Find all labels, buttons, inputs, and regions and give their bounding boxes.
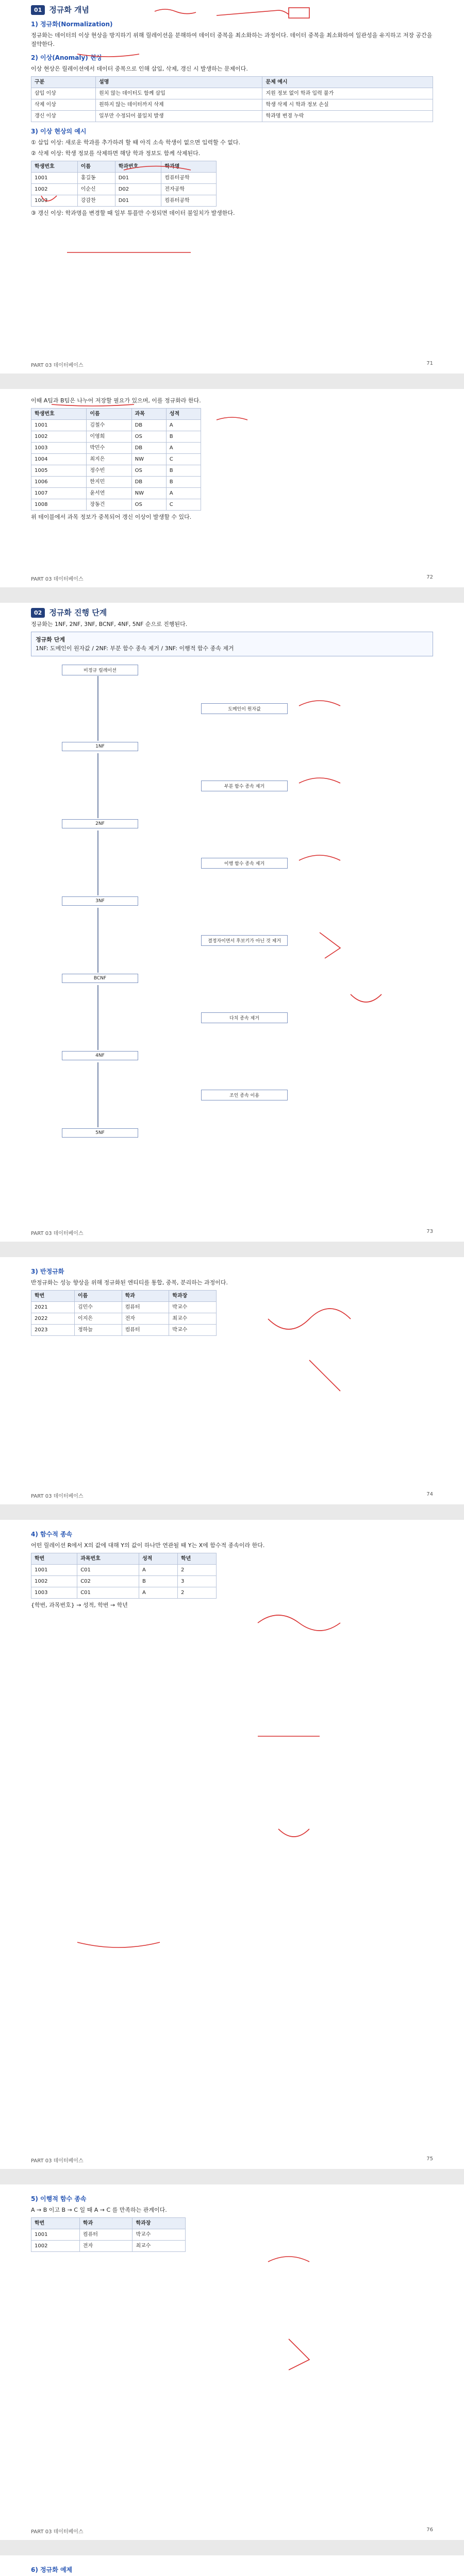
section-number: 01 xyxy=(31,5,45,15)
table-row xyxy=(31,499,201,511)
table-cell: 2022 xyxy=(31,1313,75,1325)
table-cell: 최교수 xyxy=(169,1313,217,1325)
table-cell: A xyxy=(166,420,201,431)
table-row xyxy=(31,2229,186,2241)
table-cell: B xyxy=(139,1576,178,1587)
table-header: 학년 xyxy=(177,1553,216,1565)
table-header: 학번 xyxy=(31,2218,80,2229)
table-cell: B xyxy=(166,477,201,488)
subheading: 1) 정규화(Normalization) xyxy=(31,21,113,28)
document-page-7 xyxy=(0,2555,464,2576)
table-cell: 1001 xyxy=(31,420,87,431)
anomaly-table xyxy=(31,76,433,122)
flow-note: 부분 함수 종속 제거 xyxy=(201,781,288,791)
table-cell: B xyxy=(166,465,201,477)
flow-step: BCNF xyxy=(62,974,138,983)
table-header: 학과 xyxy=(122,1291,169,1302)
paragraph: ③ 갱신 이상: 학과명을 변경할 때 일부 튜플만 수정되면 데이터 불일치가 발생한다. xyxy=(31,210,235,216)
subheading: 3) 이상 현상의 예시 xyxy=(31,128,87,135)
table-header: 이름 xyxy=(74,1291,122,1302)
transitive-dependency-table xyxy=(31,2217,186,2252)
table-cell: OS xyxy=(131,499,166,511)
table-header: 학과번호 xyxy=(115,161,161,173)
table-cell: A xyxy=(139,1565,178,1576)
table-row xyxy=(31,1302,217,1313)
table-cell: 1001 xyxy=(31,173,78,184)
table-cell: D01 xyxy=(115,195,161,207)
page-footer xyxy=(31,2527,433,2535)
grade-table xyxy=(31,408,201,511)
table-row xyxy=(31,173,217,184)
table-cell: 학생 삭제 시 학과 정보 손실 xyxy=(262,99,433,111)
table-cell: 전자 xyxy=(122,1313,169,1325)
table-header: 학번 xyxy=(31,1291,75,1302)
table-cell: 박교수 xyxy=(132,2229,186,2241)
document-page-6 xyxy=(0,2184,464,2540)
section-title: 정규화 진행 단계 xyxy=(49,608,107,617)
functional-dependency-table xyxy=(31,1553,217,1599)
paragraph: A → B 이고 B → C 일 때 A → C 를 만족하는 관계이다. xyxy=(31,2207,167,2213)
table-cell: 컴퓨터 xyxy=(122,1325,169,1336)
table-header: 성적 xyxy=(166,409,201,420)
flow-step: 비정규 릴레이션 xyxy=(62,665,138,675)
table-header: 학과장 xyxy=(132,2218,186,2229)
table-cell: 최지은 xyxy=(87,454,131,465)
table-cell: A xyxy=(139,1587,178,1599)
table-row xyxy=(31,1313,217,1325)
table-cell: 이영희 xyxy=(87,431,131,443)
table-cell: 삭제 이상 xyxy=(31,99,96,111)
page-number: 73 xyxy=(426,1229,433,1234)
table-cell: 윤서연 xyxy=(87,488,131,499)
table-cell: 2023 xyxy=(31,1325,75,1336)
box-text: 1NF: 도메인이 원자값 / 2NF: 부분 함수 종속 제거 / 3NF: 이행적 함수 종속 제거 xyxy=(36,645,234,652)
flow-step: 3NF xyxy=(62,896,138,906)
table-cell: A xyxy=(166,488,201,499)
page-footer xyxy=(31,1492,433,1499)
table-row xyxy=(31,184,217,195)
table-row xyxy=(31,454,201,465)
table-cell: C02 xyxy=(77,1576,139,1587)
paragraph: 정규화는 1NF, 2NF, 3NF, BCNF, 4NF, 5NF 순으로 진행된다. xyxy=(31,621,188,628)
table-cell: B xyxy=(166,431,201,443)
section-heading xyxy=(31,608,433,618)
paragraph: 어떤 릴레이션 R에서 X의 값에 대해 Y의 값이 하나만 연관될 때 Y는 X에 함수적 종속이라 한다. xyxy=(31,1542,265,1549)
table-row xyxy=(31,488,201,499)
paragraph: 위 테이블에서 과목 정보가 중복되어 갱신 이상이 발생할 수 있다. xyxy=(31,514,192,520)
page-footer xyxy=(31,1229,433,1236)
table-cell: 최교수 xyxy=(132,2241,186,2252)
table-cell: DB xyxy=(131,443,166,454)
footer-label: PART 03 데이터베이스 xyxy=(31,363,84,368)
flow-step: 5NF xyxy=(62,1128,138,1138)
table-row xyxy=(31,443,201,454)
footer-label: PART 03 데이터베이스 xyxy=(31,2529,84,2535)
table-cell: 컴퓨터공학 xyxy=(161,195,217,207)
table-cell: D01 xyxy=(115,173,161,184)
page-number: 74 xyxy=(426,1492,433,1497)
section-number: 02 xyxy=(31,608,45,618)
table-row xyxy=(31,1576,217,1587)
table-cell: 지원 정보 없이 학과 입력 불가 xyxy=(262,88,433,99)
footer-label: PART 03 데이터베이스 xyxy=(31,2158,84,2164)
page-footer xyxy=(31,574,433,582)
paragraph: 이상 현상은 릴레이션에서 데이터 중복으로 인해 삽입, 삭제, 갱신 시 발생하는 문제이다. xyxy=(31,65,248,72)
info-box xyxy=(31,632,433,656)
table-cell: 컴퓨터 xyxy=(79,2229,132,2241)
table-cell: 박교수 xyxy=(169,1302,217,1313)
table-cell: 2 xyxy=(177,1587,216,1599)
table-cell: DB xyxy=(131,477,166,488)
document-page-1 xyxy=(0,0,464,374)
table-cell: 한지민 xyxy=(87,477,131,488)
table-cell: 장동건 xyxy=(87,499,131,511)
table-cell: 전자공학 xyxy=(161,184,217,195)
table-cell: D02 xyxy=(115,184,161,195)
table-cell: 삽입 이상 xyxy=(31,88,96,99)
table-cell: C01 xyxy=(77,1565,139,1576)
table-cell: 1008 xyxy=(31,499,87,511)
table-cell: C xyxy=(166,454,201,465)
page-footer xyxy=(31,2156,433,2164)
table-cell: 1002 xyxy=(31,1576,77,1587)
flow-note: 이행 함수 종속 제거 xyxy=(201,858,288,869)
flow-note: 결정자이면서 후보키가 아닌 것 제거 xyxy=(201,935,288,946)
table-cell: 1002 xyxy=(31,431,87,443)
normalization-flow-diagram xyxy=(31,665,433,1221)
subheading: 5) 이행적 함수 종속 xyxy=(31,2195,87,2202)
flow-note: 다치 종속 제거 xyxy=(201,1012,288,1023)
table-cell: 이지은 xyxy=(74,1313,122,1325)
table-header: 학생번호 xyxy=(31,161,78,173)
table-cell: 김철수 xyxy=(87,420,131,431)
table-cell: 강감찬 xyxy=(77,195,115,207)
table-cell: 박민수 xyxy=(87,443,131,454)
flow-note: 조인 종속 이용 xyxy=(201,1090,288,1100)
table-cell: 박교수 xyxy=(169,1325,217,1336)
table-header: 문제 예시 xyxy=(262,77,433,88)
paragraph: ② 삭제 이상: 학생 정보를 삭제하면 해당 학과 정보도 함께 삭제된다. xyxy=(31,150,201,157)
table-cell: 1005 xyxy=(31,465,87,477)
table-cell: 1002 xyxy=(31,184,78,195)
table-cell: 1002 xyxy=(31,2241,80,2252)
page-footer xyxy=(31,361,433,368)
table-header: 과목 xyxy=(131,409,166,420)
table-cell: 2 xyxy=(177,1565,216,1576)
subheading: 2) 이상(Anomaly) 현상 xyxy=(31,54,103,61)
flow-step: 2NF xyxy=(62,819,138,828)
table-header: 학생번호 xyxy=(31,409,87,420)
table-cell: 일부만 수정되어 불일치 발생 xyxy=(96,111,262,122)
table-cell: NW xyxy=(131,454,166,465)
table-cell: DB xyxy=(131,420,166,431)
table-row xyxy=(31,88,433,99)
paragraph: 정규화는 데이터의 이상 현상을 방지하기 위해 릴레이션을 분해하여 데이터 중복을 최소화하는 과정이다. 데이터 중복을 최소화하여 일관성을 유지하고 저장 공간을 절약한다. xyxy=(31,32,433,47)
paragraph: 이때 A팀과 B팀은 나누어 저장할 필요가 있으며, 이를 정규화라 한다. xyxy=(31,397,201,404)
table-cell: 컴퓨터공학 xyxy=(161,173,217,184)
table-cell: 1003 xyxy=(31,195,78,207)
footer-label: PART 03 데이터베이스 xyxy=(31,1494,84,1499)
table-header: 학과 xyxy=(79,2218,132,2229)
table-header: 학과명 xyxy=(161,161,217,173)
table-row xyxy=(31,1587,217,1599)
table-header: 구분 xyxy=(31,77,96,88)
table-cell: 갱신 이상 xyxy=(31,111,96,122)
paragraph: ① 삽입 이상: 새로운 학과를 추가하려 할 때 아직 소속 학생이 없으면 입력할 수 없다. xyxy=(31,139,241,146)
table-row xyxy=(31,465,201,477)
table-cell: 1001 xyxy=(31,2229,80,2241)
document-page-3 xyxy=(0,603,464,1242)
page-number: 75 xyxy=(426,2156,433,2162)
table-cell: A xyxy=(166,443,201,454)
table-cell: 홍길동 xyxy=(77,173,115,184)
table-cell: 전자 xyxy=(79,2241,132,2252)
page-number: 71 xyxy=(426,361,433,366)
table-cell: 3 xyxy=(177,1576,216,1587)
document-page-4 xyxy=(0,1257,464,1504)
table-row xyxy=(31,420,201,431)
table-cell: OS xyxy=(131,465,166,477)
table-cell: 2021 xyxy=(31,1302,75,1313)
section-heading xyxy=(31,5,433,15)
table-header: 성적 xyxy=(139,1553,178,1565)
table-cell: NW xyxy=(131,488,166,499)
table-cell: 1006 xyxy=(31,477,87,488)
table-cell: 정수빈 xyxy=(87,465,131,477)
subheading: 4) 함수적 종속 xyxy=(31,1531,73,1538)
table-header: 이름 xyxy=(87,409,131,420)
table-cell: 1004 xyxy=(31,454,87,465)
table-cell: 김민수 xyxy=(74,1302,122,1313)
table-cell: 정하늘 xyxy=(74,1325,122,1336)
table-cell: 학과명 변경 누락 xyxy=(262,111,433,122)
flow-step: 1NF xyxy=(62,742,138,751)
table-cell: C xyxy=(166,499,201,511)
table-header: 과목번호 xyxy=(77,1553,139,1565)
paragraph: {학번, 과목번호} → 성적, 학번 → 학년 xyxy=(31,1602,128,1608)
table-row xyxy=(31,1565,217,1576)
table-cell: C01 xyxy=(77,1587,139,1599)
page-number: 72 xyxy=(426,574,433,580)
document-page-2 xyxy=(0,389,464,587)
flow-arrows xyxy=(31,665,433,1221)
table-row xyxy=(31,99,433,111)
page-number: 76 xyxy=(426,2527,433,2533)
table-row xyxy=(31,195,217,207)
table-row xyxy=(31,2241,186,2252)
table-cell: 원치 않는 데이터도 함께 삽입 xyxy=(96,88,262,99)
section-title: 정규화 개념 xyxy=(49,5,89,14)
handwriting-annotation xyxy=(0,1520,464,2169)
table-cell: 컴퓨터 xyxy=(122,1302,169,1313)
flow-step: 4NF xyxy=(62,1051,138,1060)
table-header: 학과장 xyxy=(169,1291,217,1302)
table-row xyxy=(31,431,201,443)
table-header: 이름 xyxy=(77,161,115,173)
table-row xyxy=(31,477,201,488)
table-cell: 원하지 않는 데이터까지 삭제 xyxy=(96,99,262,111)
footer-label: PART 03 데이터베이스 xyxy=(31,577,84,582)
document-page-5 xyxy=(0,1520,464,2169)
footer-label: PART 03 데이터베이스 xyxy=(31,1231,84,1236)
table-cell: 1001 xyxy=(31,1565,77,1576)
table-cell: 이순신 xyxy=(77,184,115,195)
table-row xyxy=(31,1325,217,1336)
flow-note: 도메인이 원자값 xyxy=(201,703,288,714)
table-cell: 1003 xyxy=(31,443,87,454)
table-header: 학번 xyxy=(31,1553,77,1565)
table-header: 설명 xyxy=(96,77,262,88)
student-table xyxy=(31,161,217,207)
subheading: 3) 반정규화 xyxy=(31,1268,64,1275)
box-title: 정규화 단계 xyxy=(36,636,65,643)
table-cell: OS xyxy=(131,431,166,443)
paragraph: 반정규화는 성능 향상을 위해 정규화된 엔티티를 통합, 중복, 분리하는 과정이다. xyxy=(31,1279,228,1286)
denormalization-table xyxy=(31,1290,217,1336)
table-cell: 1007 xyxy=(31,488,87,499)
table-row xyxy=(31,111,433,122)
table-cell: 1003 xyxy=(31,1587,77,1599)
subheading: 6) 정규화 예제 xyxy=(31,2566,73,2573)
